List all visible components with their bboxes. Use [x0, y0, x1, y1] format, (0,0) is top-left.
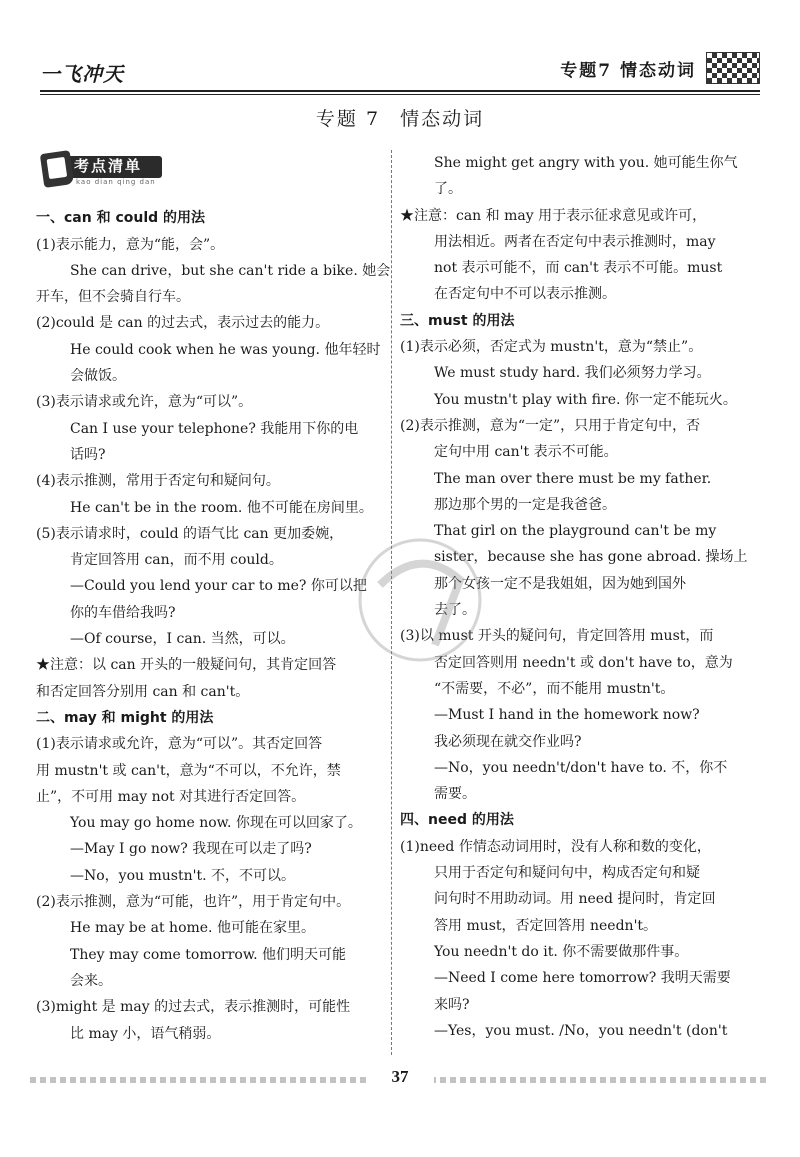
- text-line: (3)might 是 may 的过去式，表示推测时，可能性: [36, 999, 351, 1016]
- text-line: The man over there must be my father.: [434, 470, 712, 487]
- text-line: —May I go now? 我现在可以走了吗?: [70, 841, 312, 858]
- text-line: You needn't do it. 你不需要做那件事。: [434, 943, 689, 960]
- text-line: not 表示可能不，而 can't 表示不可能。must: [434, 260, 723, 277]
- text-line: You may go home now. 你现在可以回家了。: [70, 815, 362, 832]
- text-line: She can drive，but she can't ride a bike. 她会: [70, 262, 391, 279]
- text-line: 在否定句中不可以表示推测。: [434, 286, 616, 303]
- text-line: 来吗?: [434, 996, 470, 1013]
- text-line: 去了。: [434, 602, 476, 619]
- text-line: —Yes，you must. /No，you needn't (don't: [434, 1022, 728, 1039]
- text-line: 只用于否定句和疑问句中，构成否定句和疑: [434, 865, 700, 882]
- text-line: 话吗?: [70, 446, 106, 463]
- text-line: 开车，但不会骑自行车。: [36, 289, 190, 306]
- text-line: He could cook when he was young. 他年轻时: [70, 341, 381, 358]
- text-line: (4)表示推测，常用于否定句和疑问句。: [36, 473, 280, 490]
- page-title-subject: 情态动词: [400, 108, 485, 130]
- badge-sub: kao dian qing dan: [76, 178, 156, 186]
- header-rule: [40, 90, 760, 92]
- text-line: (3)表示请求或允许，意为“可以”。: [36, 394, 253, 411]
- text-line: —Must I hand in the homework now?: [434, 707, 700, 724]
- text-line: —No，you mustn't. 不，不可以。: [70, 867, 295, 884]
- section-heading: 三、must 的用法: [400, 312, 515, 329]
- page-header: [40, 50, 760, 90]
- text-line: (1)need 作情态动词用时，没有人称和数的变化，: [400, 838, 711, 855]
- text-line: 答用 must，否定回答用 needn't。: [434, 917, 658, 934]
- text-line: ★注意：以 can 开头的一般疑问句，其肯定回答: [36, 657, 337, 674]
- text-line: (2)表示推测，意为“可能，也许”，用于肯定句中。: [36, 894, 351, 911]
- text-line: (3)以 must 开头的疑问句，肯定回答用 must，而: [400, 628, 714, 645]
- section-heading: 四、need 的用法: [400, 812, 514, 829]
- text-line: He can't be in the room. 他不可能在房间里。: [70, 499, 373, 516]
- text-line: (1)表示请求或允许，意为“可以”。其否定回答: [36, 736, 323, 753]
- text-line: 你的车借给我吗?: [70, 604, 176, 621]
- badge-key-points: [36, 150, 164, 190]
- brand-logo: 一飞冲天: [40, 62, 124, 86]
- text-line: —Could you lend your car to me? 你可以把: [70, 578, 367, 595]
- header-title: 专题7 情态动词: [560, 61, 696, 81]
- text-line: (2)could 是 can 的过去式，表示过去的能力。: [36, 315, 330, 332]
- text-line: 那个女孩一定不是我姐姐，因为她到国外: [434, 575, 686, 592]
- text-line: (1)表示能力，意为“能，会”。: [36, 236, 225, 253]
- text-line: 止”，不可用 may not 对其进行否定回答。: [36, 788, 306, 805]
- text-line: 和否定回答分别用 can 和 can't。: [36, 683, 250, 700]
- text-line: They may come tomorrow. 他们明天可能: [70, 946, 347, 963]
- watermark-logo: [340, 525, 500, 675]
- text-line: 比 may 小，语气稍弱。: [70, 1025, 221, 1042]
- text-line: 用 mustn't 或 can't，意为“不可以，不允许，禁: [36, 762, 341, 779]
- text-line: 肯定回答用 can，而不用 could。: [70, 552, 283, 569]
- scroll-icon: [40, 150, 74, 188]
- text-line: —No，you needn't/don't have to. 不，你不: [434, 759, 728, 776]
- text-line: 了。: [434, 181, 462, 198]
- text-line: You mustn't play with fire. 你一定不能玩火。: [434, 391, 737, 408]
- text-line: “不需要，不必”，而不能用 mustn't。: [434, 680, 675, 697]
- text-line: We must study hard. 我们必须努力学习。: [434, 365, 711, 382]
- text-line: She might get angry with you. 她可能生你气: [434, 155, 738, 171]
- text-line: (2)表示推测，意为“一定”，只用于肯定句中，否: [400, 417, 701, 434]
- text-line: ★注意：can 和 may 用于表示征求意见或许可，: [400, 207, 707, 224]
- text-line: 问句时不用助动词。用 need 提问时，肯定回: [434, 891, 716, 908]
- text-line: sister，because she has gone abroad. 操场上: [434, 549, 748, 566]
- text-line: Can I use your telephone? 我能用下你的电: [70, 420, 359, 437]
- section-heading: 二、may 和 might 的用法: [36, 709, 214, 726]
- text-line: —Need I come here tomorrow? 我明天需要: [434, 970, 731, 987]
- text-line: 需要。: [434, 786, 476, 803]
- text-line: 否定回答则用 needn't 或 don't have to，意为: [434, 654, 733, 671]
- header-rule-thin: [40, 94, 760, 95]
- left-column: [36, 150, 391, 1047]
- page-title: [0, 104, 800, 131]
- text-line: (1)表示必须，否定式为 mustn't，意为“禁止”。: [400, 339, 703, 356]
- page-title-topic: 专题 7: [315, 108, 381, 130]
- checker-decoration: [706, 52, 760, 84]
- text-line: That girl on the playground can't be my: [434, 523, 717, 540]
- text-line: 定句中用 can't 表示不可能。: [434, 444, 618, 461]
- text-line: 用法相近。两者在否定句中表示推测时，may: [434, 233, 716, 250]
- text-line: 会做饭。: [70, 368, 126, 385]
- text-line: —Of course，I can. 当然，可以。: [70, 631, 295, 648]
- section-heading: 一、can 和 could 的用法: [36, 210, 206, 227]
- text-line: He may be at home. 他可能在家里。: [70, 920, 315, 937]
- badge-label: 考点清单: [74, 157, 143, 175]
- text-line: 会来。: [70, 972, 112, 989]
- text-line: (5)表示请求时，could 的语气比 can 更加委婉，: [36, 525, 344, 542]
- page-number: 37: [391, 1067, 409, 1086]
- text-line: 我必须现在就交作业吗?: [434, 733, 582, 750]
- text-line: 那边那个男的一定是我爸爸。: [434, 496, 616, 513]
